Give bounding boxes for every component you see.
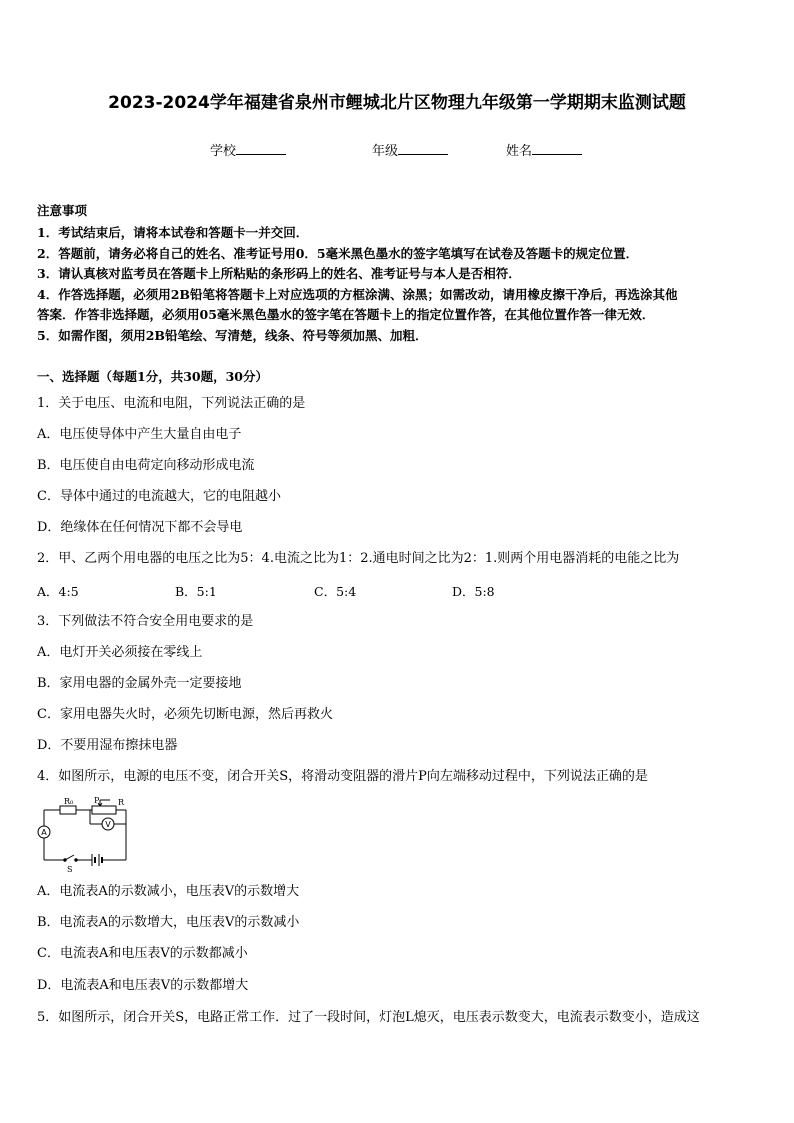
ammeter-label: A — [41, 828, 47, 837]
q4-option-d[interactable]: D．电流表A和电压表V的示数都增大 — [37, 978, 249, 993]
q2-option-d[interactable]: D．5:8 — [452, 584, 495, 599]
q4-option-a[interactable]: A．电流表A的示数减小，电压表V的示数增大 — [37, 884, 300, 899]
school-label: 学校 — [210, 144, 237, 159]
name-blank[interactable] — [532, 142, 582, 155]
grade-blank[interactable] — [398, 142, 448, 155]
ammeter — [38, 826, 50, 838]
q1-option-d[interactable]: D．绝缘体在任何情况下都不会导电 — [37, 520, 243, 535]
r-label: R — [118, 798, 125, 807]
q2-option-b[interactable]: B．5:1 — [175, 584, 217, 599]
notice-item: 3．请认真核对监考员在答题卡上所粘贴的条形码上的姓名、准考证号与本人是否相符． — [37, 266, 521, 281]
notice-item: 5．如需作图，须用2B铅笔绘、写清楚，线条、符号等须加黑、加粗． — [37, 328, 428, 343]
question-5-stem: 5．如图所示，闭合开关S，电路正常工作．过了一段时间，灯泡L熄灭，电压表示数变大，电流表示数变小，造成这 — [37, 1010, 700, 1025]
notice-item: 答案．作答非选择题，必须用05毫米黑色墨水的签字笔在答题卡上的指定位置作答，在其他位置作答一律无效． — [37, 307, 655, 322]
q3-option-a[interactable]: A．电灯开关必须接在零线上 — [37, 645, 203, 660]
school-field — [210, 140, 286, 159]
notice-item: 1．考试结束后，请将本试卷和答题卡一并交回． — [37, 225, 309, 240]
question-2-stem: 2．甲、乙两个用电器的电压之比为5：4.电流之比为1：2.通电时间之比为2：1.则两个用电器消耗的电能之比为 — [37, 551, 680, 566]
q1-option-c[interactable]: C．导体中通过的电流越大，它的电阻越小 — [37, 489, 281, 504]
notice-item: 2．答题前，请务必将自己的姓名、准考证号用0．5毫米黑色墨水的签字笔填写在试卷及答题卡的规定位置． — [37, 246, 639, 261]
voltmeter — [102, 818, 114, 830]
notice-item: 4．作答选择题，必须用2B铅笔将答题卡上对应选项的方框涂满、涂黑；如需改动，请用橡皮擦干净后，再选涂其他 — [37, 287, 678, 302]
school-blank[interactable] — [236, 142, 286, 155]
q2-option-c[interactable]: C．5:4 — [314, 584, 357, 599]
name-field — [506, 140, 582, 159]
question-4-stem: 4．如图所示，电源的电压不变，闭合开关S，将滑动变阻器的滑片P向左端移动过程中，下列说法正确的是 — [37, 769, 648, 784]
circuit-diagram — [34, 794, 134, 874]
grade-label: 年级 — [372, 144, 399, 159]
voltmeter-label: V — [105, 820, 111, 829]
page-title: 2023-2024学年福建省泉州市鲤城北片区物理九年级第一学期期末监测试题 — [108, 93, 686, 113]
notice-heading: 注意事项 — [37, 203, 88, 218]
switch-label: S — [67, 865, 73, 874]
q1-option-a[interactable]: A．电压使导体中产生大量自由电子 — [37, 427, 242, 442]
q4-option-c[interactable]: C．电流表A和电压表V的示数都减小 — [37, 946, 248, 961]
section-heading: 一、选择题（每题1分，共30题，30分） — [37, 369, 268, 384]
name-label: 姓名 — [506, 144, 533, 159]
question-1-stem: 1．关于电压、电流和电阻，下列说法正确的是 — [37, 396, 306, 411]
question-3-stem: 3．下列做法不符合安全用电要求的是 — [37, 614, 254, 629]
q4-option-b[interactable]: B．电流表A的示数增大，电压表V的示数减小 — [37, 915, 300, 930]
grade-field — [372, 140, 448, 159]
r0-label: R₀ — [64, 797, 74, 806]
q3-option-d[interactable]: D．不要用湿布擦抹电器 — [37, 738, 178, 753]
q2-option-a[interactable]: A．4:5 — [37, 584, 79, 599]
p-label: P — [94, 796, 100, 805]
q1-option-b[interactable]: B．电压使自由电荷定向移动形成电流 — [37, 458, 255, 473]
q3-option-c[interactable]: C．家用电器失火时，必须先切断电源，然后再救火 — [37, 707, 333, 722]
q3-option-b[interactable]: B．家用电器的金属外壳一定要接地 — [37, 676, 242, 691]
